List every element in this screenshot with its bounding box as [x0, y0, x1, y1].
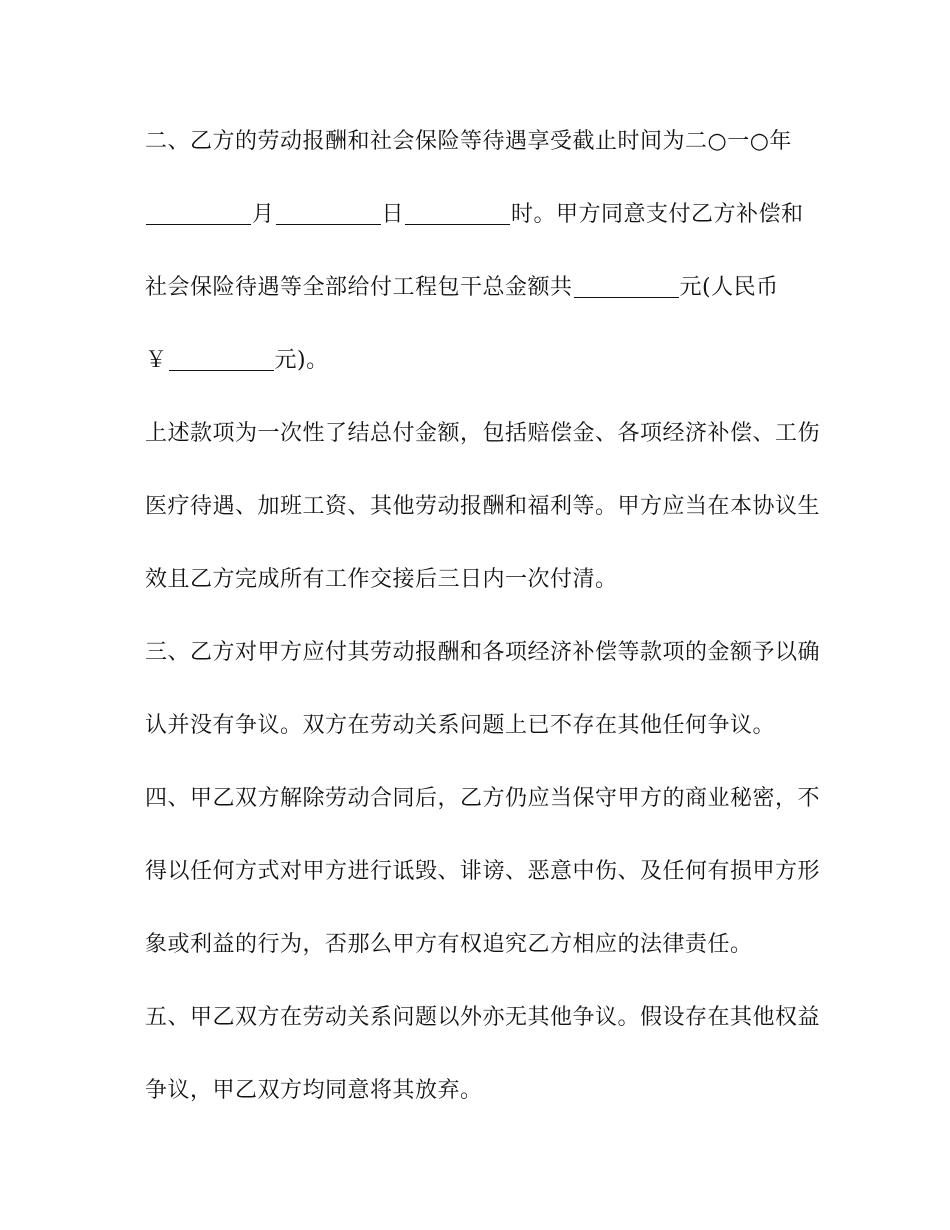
clause-4-line-2: 得以任何方式对甲方进行诋毁、诽谤、恶意中伤、及任何有损甲方形 [145, 859, 821, 884]
yuan-symbol: ￥ [145, 348, 168, 373]
clause-2-line-3 [145, 273, 779, 303]
clause-2-paragraph-line-2: 医疗待遇、加班工资、其他劳动报酬和福利等。甲方应当在本协议生 [145, 494, 821, 519]
clause-2-line-3-text: 社会保险待遇等全部给付工程包干总金额共 [145, 275, 573, 300]
clause-5-line-2: 争议，甲乙双方均同意将其放弃。 [145, 1078, 483, 1103]
blank-month [146, 202, 251, 225]
clause-2-line-2 [145, 200, 804, 230]
clause-3-line-1: 三、乙方对甲方应付其劳动报酬和各项经济补偿等款项的金额予以确 [145, 640, 821, 665]
blank-total-amount [574, 275, 679, 298]
month-label: 月 [252, 202, 275, 227]
clause-2-line-1: 二、乙方的劳动报酬和社会保险等待遇享受截止时间为二○一○年 [145, 129, 792, 154]
rmb-label: 元(人民币 [679, 275, 779, 300]
clause-5-line-1: 五、甲乙双方在劳动关系问题以外亦无其他争议。假设存在其他权益 [145, 1005, 821, 1030]
blank-rmb-amount [169, 348, 274, 371]
clause-4-line-3: 象或利益的行为，否那么甲方有权追究乙方相应的法律责任。 [145, 932, 753, 957]
blank-hour [405, 202, 510, 225]
clause-2-paragraph-line-1: 上述款项为一次性了结总付金额，包括赔偿金、各项经济补偿、工伤 [145, 421, 821, 446]
day-label: 日 [381, 202, 405, 227]
clause-2-line-2-text: 时。甲方同意支付乙方补偿和 [511, 202, 804, 227]
clause-3-line-2: 认并没有争议。双方在劳动关系问题上已不存在其他任何争议。 [145, 713, 776, 738]
blank-day [276, 202, 381, 225]
clause-2-line-4-text: 元)。 [274, 348, 329, 373]
clause-2-line-4 [145, 346, 329, 376]
clause-2-paragraph-line-3: 效且乙方完成所有工作交接后三日内一次付清。 [145, 567, 618, 592]
clause-4-line-1: 四、甲乙双方解除劳动合同后，乙方仍应当保守甲方的商业秘密，不 [145, 786, 821, 811]
